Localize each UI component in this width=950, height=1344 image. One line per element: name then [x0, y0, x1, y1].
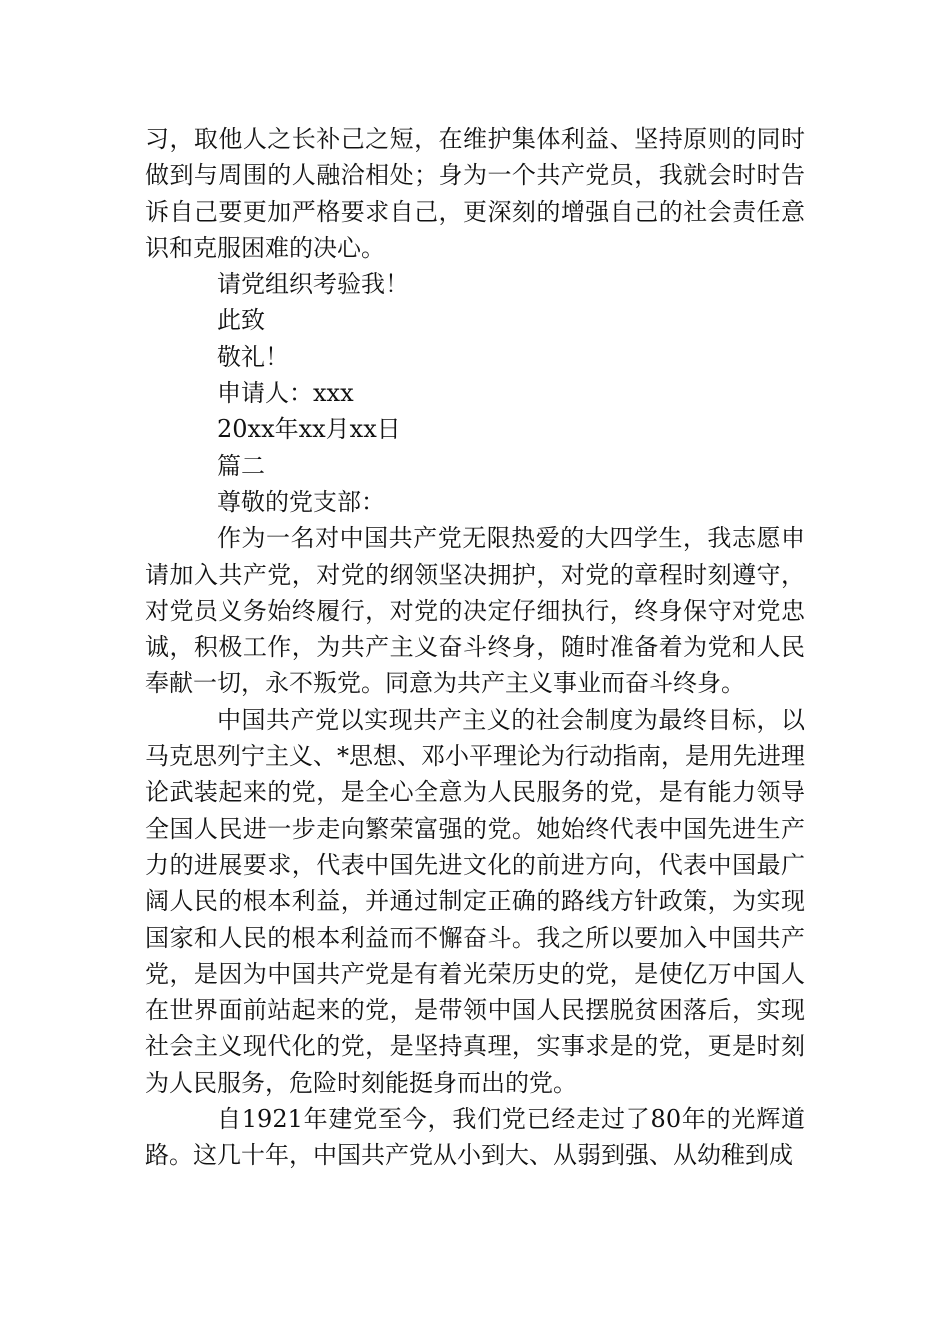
paragraph-date: 20xx年xx月xx日 [217, 415, 401, 444]
paragraph-salutation-jingli: 敬礼！ [217, 342, 289, 371]
paragraph-body-1: 作为一名对中国共产党无限热爱的大四学生，我志愿申请加入共产党，对党的纲领坚决拥护，对党的章程时刻遵守，对党员义务始终履行，对党的决定仔细执行，终身保守对党忠诚，积极工作，为共产主义奋斗终身，随时准备着为党和人民奉献一切，永不叛党。同意为共产主义事业而奋斗终身。 [145, 524, 805, 698]
paragraph-applicant: 申请人：xxx [217, 379, 354, 408]
paragraph-body-3: 自1921年建党至今，我们党已经走过了80年的光辉道路。这几十年，中国共产党从小到大、从弱到强、从幼稚到成 [145, 1105, 805, 1170]
paragraph-salutation-cizhi: 此致 [217, 306, 265, 335]
section-heading-part-two: 篇二 [217, 451, 265, 480]
document-page [145, 121, 805, 1174]
paragraph-body-2: 中国共产党以实现共产主义的社会制度为最终目标，以马克思列宁主义、*思想、邓小平理论为行动指南，是用先进理论武装起来的党，是全心全意为人民服务的党，是有能力领导全国人民进一步走向繁荣富强的党。她始终代表中国先进生产力的进展要求，代表中国先进文化的前进方向，代表中国最广阔人民的根本利益，并通过制定正确的路线方针政策，为实现国家和人民的根本利益而不懈奋斗。我之所以要加入中国共产党，是因为中国共产党是有着光荣历史的党，是使亿万中国人在世界面前站起来的党，是带领中国人民摆脱贫困落后，实现社会主义现代化的党，是坚持真理，实事求是的党，更是时刻为人民服务，危险时刻能挺身而出的党。 [145, 705, 805, 1097]
paragraph-request-test: 请党组织考验我！ [217, 270, 409, 299]
paragraph-continuation: 习，取他人之长补己之短，在维护集体利益、坚持原则的同时做到与周围的人融洽相处；身为一个共产党员，我就会时时告诉自己要更加严格要求自己，更深刻的增强自己的社会责任意识和克服困难的决心。 [145, 125, 805, 262]
paragraph-greeting: 尊敬的党支部： [217, 487, 385, 516]
